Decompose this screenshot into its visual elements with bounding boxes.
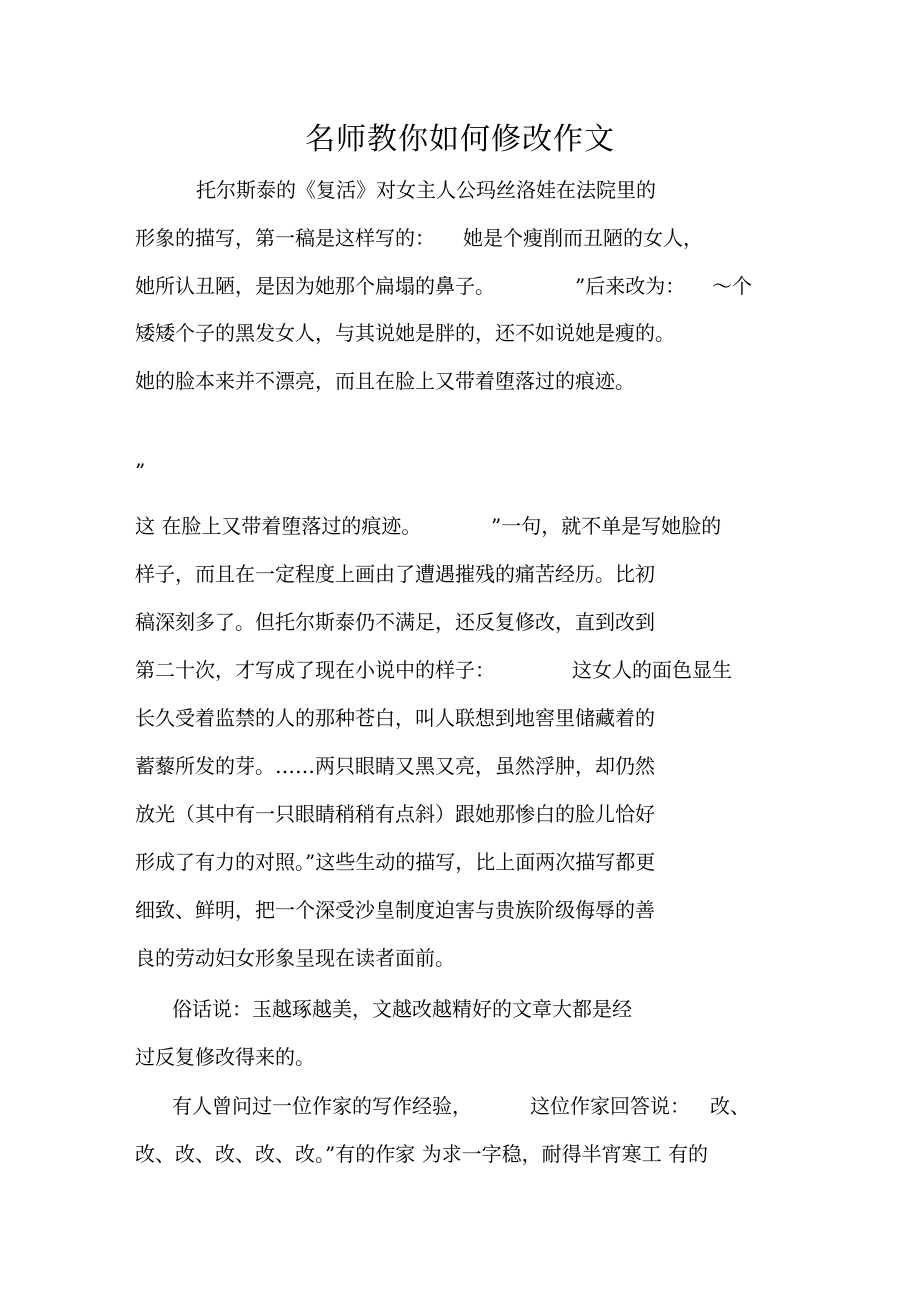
text-line — [135, 512, 895, 540]
text-segment: 这位作家回答说： — [530, 1094, 690, 1118]
text-line — [135, 272, 895, 300]
text-segment: 形象的描写，第一稿是这样写的： — [135, 226, 435, 250]
document-title: 名师教你如何修改作文 — [305, 122, 615, 157]
text-line: 她的脸本来并不漂亮，而且在脸上又带着堕落过的痕迹。 — [135, 369, 635, 393]
text-line: 改、改、改、改、改。”有的作家 为求一字稳，耐得半宵寒工 有的 — [135, 1142, 708, 1166]
text-segment: 第二十次，才写成了现在小说中的样子： — [135, 658, 495, 682]
text-segment: 有人曾问过一位作家的写作经验， — [172, 1094, 472, 1118]
text-line: 矮矮个子的黑发女人，与其说她是胖的，还不如说她是瘦的。 — [135, 321, 675, 345]
text-line: 良的劳动妇女形象呈现在读者面前。 — [135, 946, 455, 970]
text-line: 长久受着监禁的人的那种苍白，叫人联想到地窖里储藏着的 — [135, 706, 655, 730]
text-line: 形成了有力的对照。”这些生动的描写，比上面两次描写都更 — [135, 850, 656, 874]
text-segment: 这 在脸上又带着堕落过的痕迹。 — [135, 514, 422, 538]
text-line: 放光（其中有一只眼睛稍稍有点斜）跟她那惨白的脸儿恰好 — [135, 802, 655, 826]
text-line — [135, 656, 895, 684]
text-segment: 她是个瘦削而丑陋的女人， — [463, 226, 703, 250]
text-line — [172, 1092, 872, 1120]
text-segment: 改、 — [710, 1094, 750, 1118]
text-line: 细致、鲜明，把一个深受沙皇制度迫害与贵族阶级侮辱的善 — [135, 898, 655, 922]
text-line: 蓄藜所发的芽。……两只眼睛又黑又亮，虽然浮肿，却仍然 — [135, 754, 655, 778]
text-line: 俗话说：玉越琢越美，文越改越精好的文章大都是经 — [172, 997, 632, 1021]
text-line — [135, 224, 895, 252]
text-line: ” — [135, 459, 146, 483]
text-segment: ”一句，就不单是写她脸的 — [491, 514, 722, 538]
text-line: 稿深刻多了。但托尔斯泰仍不满足，还反复修改，直到改到 — [135, 610, 655, 634]
text-line: 托尔斯泰的《复活》对女主人公玛丝洛娃在法院里的 — [196, 178, 656, 202]
text-segment: 她所认丑陋，是因为她那个扁塌的鼻子。 — [135, 274, 495, 298]
text-line: 过反复修改得来的。 — [135, 1045, 315, 1069]
text-segment: 这女人的面色显生 — [572, 658, 732, 682]
text-line: 样子，而且在一定程度上画由了遭遇摧残的痛苦经历。比初 — [135, 562, 655, 586]
text-segment: ”后来改为： — [575, 274, 686, 298]
text-segment: ～个 — [712, 274, 752, 298]
